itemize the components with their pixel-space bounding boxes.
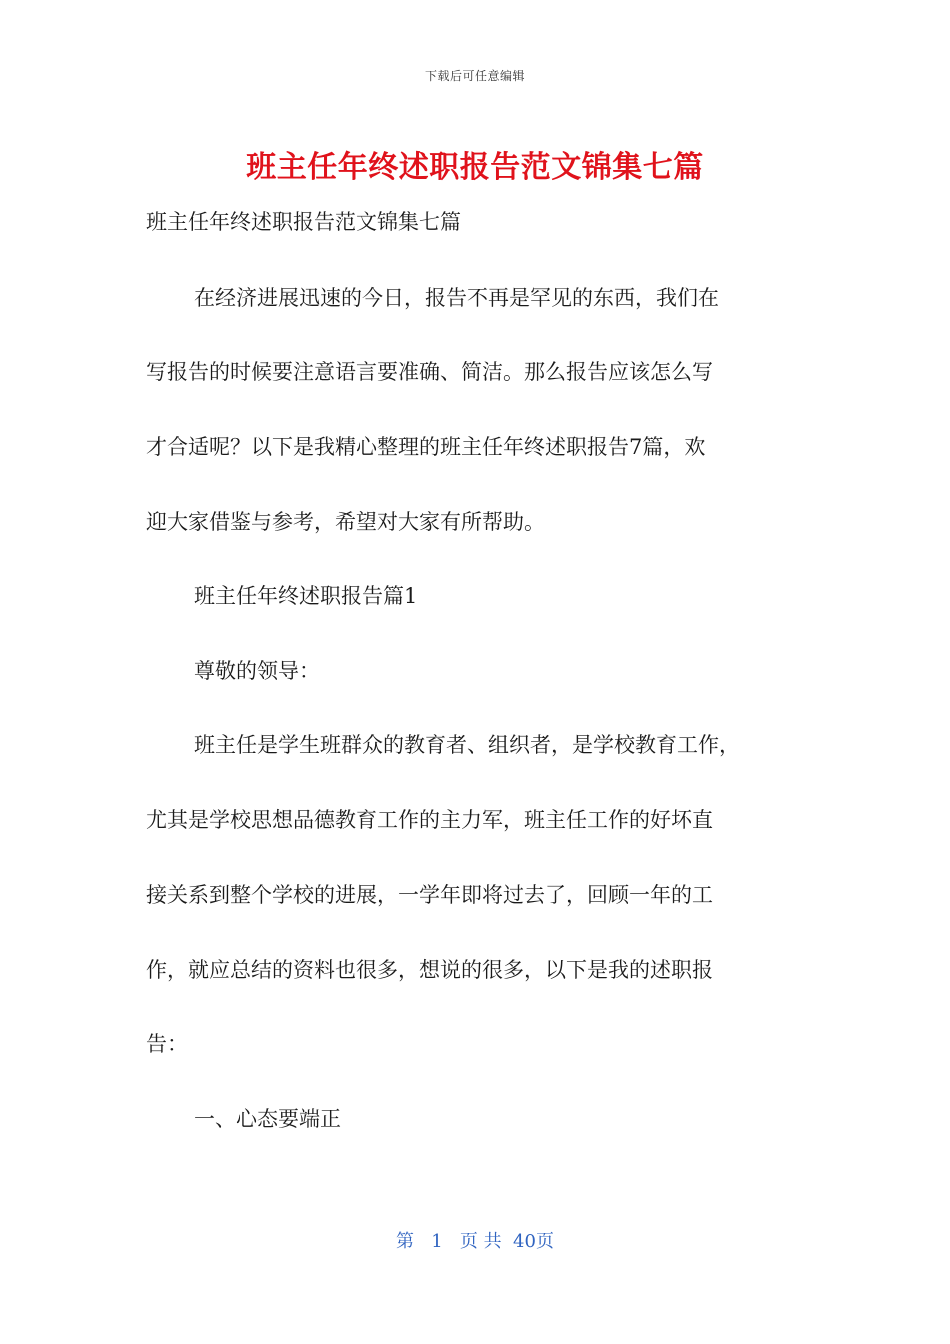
section-heading: 班主任年终述职报告篇1 [194, 584, 418, 608]
subtitle-line: 班主任年终述职报告范文锦集七篇 [146, 210, 461, 234]
footer-current-page: 1 [431, 1231, 443, 1252]
paragraph-line: 写报告的时候要注意语言要准确、简洁。那么报告应该怎么写 [146, 360, 713, 384]
page-footer [0, 1227, 950, 1253]
paragraph-line: 才合适呢？以下是我精心整理的班主任年终述职报告7篇，欢 [146, 435, 706, 459]
footer-total-pages: 40 [513, 1231, 536, 1252]
footer-of-label: 页 共 [459, 1231, 502, 1252]
footer-end-label: 页 [535, 1231, 554, 1252]
paragraph-line: 在经济进展迅速的今日，报告不再是罕见的东西，我们在 [194, 286, 719, 310]
paragraph-line: 接关系到整个学校的进展，一学年即将过去了，回顾一年的工 [146, 883, 713, 907]
paragraph-line: 告： [146, 1032, 188, 1056]
paragraph-line: 迎大家借鉴与参考，希望对大家有所帮助。 [146, 510, 545, 534]
header-note: 下载后可任意编辑 [424, 69, 525, 83]
footer-page-label: 第 [396, 1231, 415, 1252]
subsection-heading: 一、心态要端正 [194, 1107, 341, 1131]
document-title: 班主任年终述职报告范文锦集七篇 [246, 150, 704, 185]
salutation: 尊敬的领导： [194, 659, 320, 683]
paragraph-line: 尤其是学校思想品德教育工作的主力军，班主任工作的好坏直 [146, 808, 713, 832]
paragraph-line: 班主任是学生班群众的教育者、组织者，是学校教育工作， [194, 733, 740, 757]
paragraph-line: 作，就应总结的资料也很多，想说的很多，以下是我的述职报 [146, 958, 713, 982]
